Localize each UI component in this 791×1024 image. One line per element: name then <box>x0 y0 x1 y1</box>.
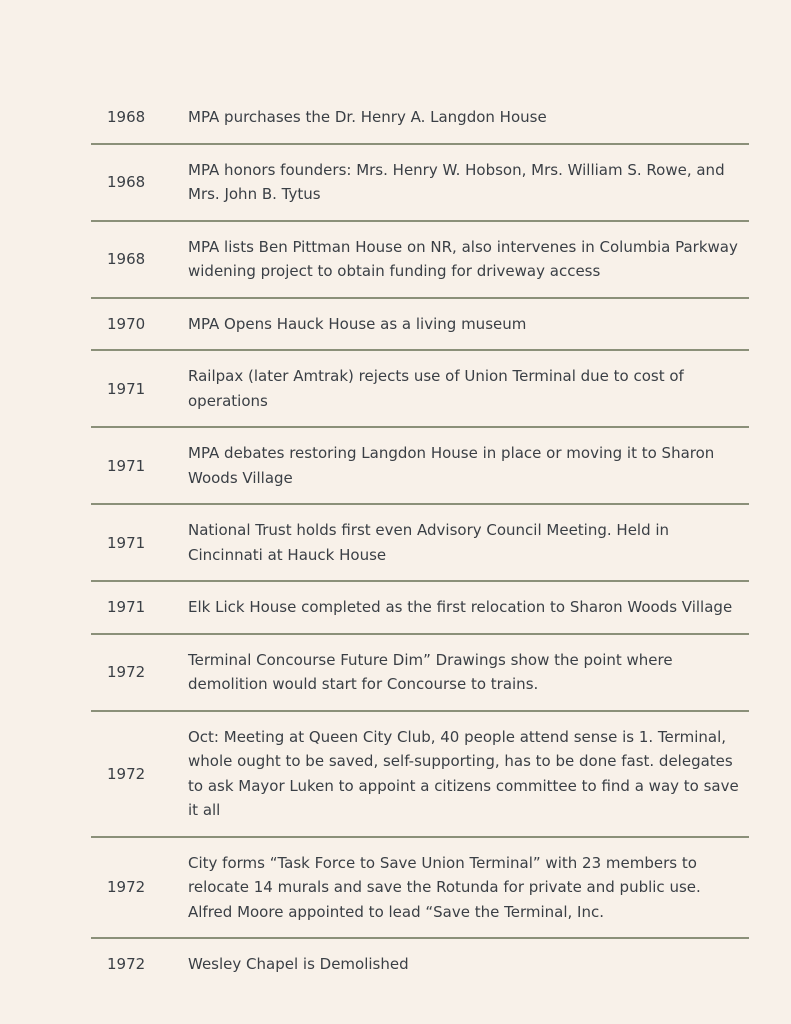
timeline-row <box>91 505 749 582</box>
timeline-row-event: Oct: Meeting at Queen City Club, 40 people attend sense is 1. Terminal, whole ought to be saved, self-supporting, has to be done fast. delegates to ask Mayor Luken to appoint a citizens committee to find a way to save it all <box>188 727 739 819</box>
timeline-row-year: 1971 <box>107 456 146 475</box>
timeline-row-event: Railpax (later Amtrak) rejects use of Union Terminal due to cost of operations <box>188 367 684 410</box>
timeline-row-event: MPA Opens Hauck House as a living museum <box>188 314 527 333</box>
timeline-row <box>91 351 749 428</box>
timeline-row-event: Terminal Concourse Future Dim” Drawings show the point where demolition would start for Concourse to trains. <box>188 650 673 693</box>
timeline-row-year: 1971 <box>107 598 146 617</box>
timeline-row-year: 1972 <box>107 764 146 783</box>
timeline-row-event: Elk Lick House completed as the first relocation to Sharon Woods Village <box>188 598 733 616</box>
timeline-table <box>91 92 749 990</box>
timeline-row-year: 1972 <box>107 878 146 897</box>
timeline-row <box>91 838 749 940</box>
timeline-row <box>91 939 749 990</box>
timeline-row-year: 1968 <box>107 108 146 127</box>
timeline-row-event: National Trust holds first even Advisory Council Meeting. Held in Cincinnati at Hauck House <box>188 521 670 564</box>
timeline-row-year: 1971 <box>107 379 146 398</box>
timeline-row <box>91 145 749 222</box>
timeline-row <box>91 635 749 712</box>
timeline-row-event: MPA lists Ben Pittman House on NR, also intervenes in Columbia Parkway widening project to obtain funding for driveway access <box>188 237 738 280</box>
timeline-row-year: 1968 <box>107 250 146 268</box>
timeline-row-event: MPA debates restoring Langdon House in place or moving it to Sharon Woods Village <box>188 444 715 487</box>
timeline-row-year: 1971 <box>107 533 146 552</box>
timeline-row <box>91 428 749 505</box>
timeline-row <box>91 582 749 635</box>
timeline-row-year: 1972 <box>107 663 146 681</box>
timeline-row-year: 1970 <box>107 314 146 333</box>
timeline-row-year: 1968 <box>107 173 146 191</box>
timeline-row-event: MPA honors founders: Mrs. Henry W. Hobson, Mrs. William S. Rowe, and Mrs. John B. Tytus <box>188 160 725 203</box>
timeline-row <box>91 222 749 299</box>
timeline-row-year: 1972 <box>107 955 146 974</box>
timeline-row-event: City forms “Task Force to Save Union Terminal” with 23 members to relocate 14 murals and save the Rotunda for private and public use. Alfred Moore appointed to lead “Save the Terminal, Inc. <box>188 853 701 921</box>
timeline-row <box>91 92 749 145</box>
timeline-row-event: Wesley Chapel is Demolished <box>188 955 409 973</box>
timeline-row-event: MPA purchases the Dr. Henry A. Langdon House <box>188 108 547 126</box>
timeline-row <box>91 299 749 352</box>
timeline-row <box>91 712 749 838</box>
